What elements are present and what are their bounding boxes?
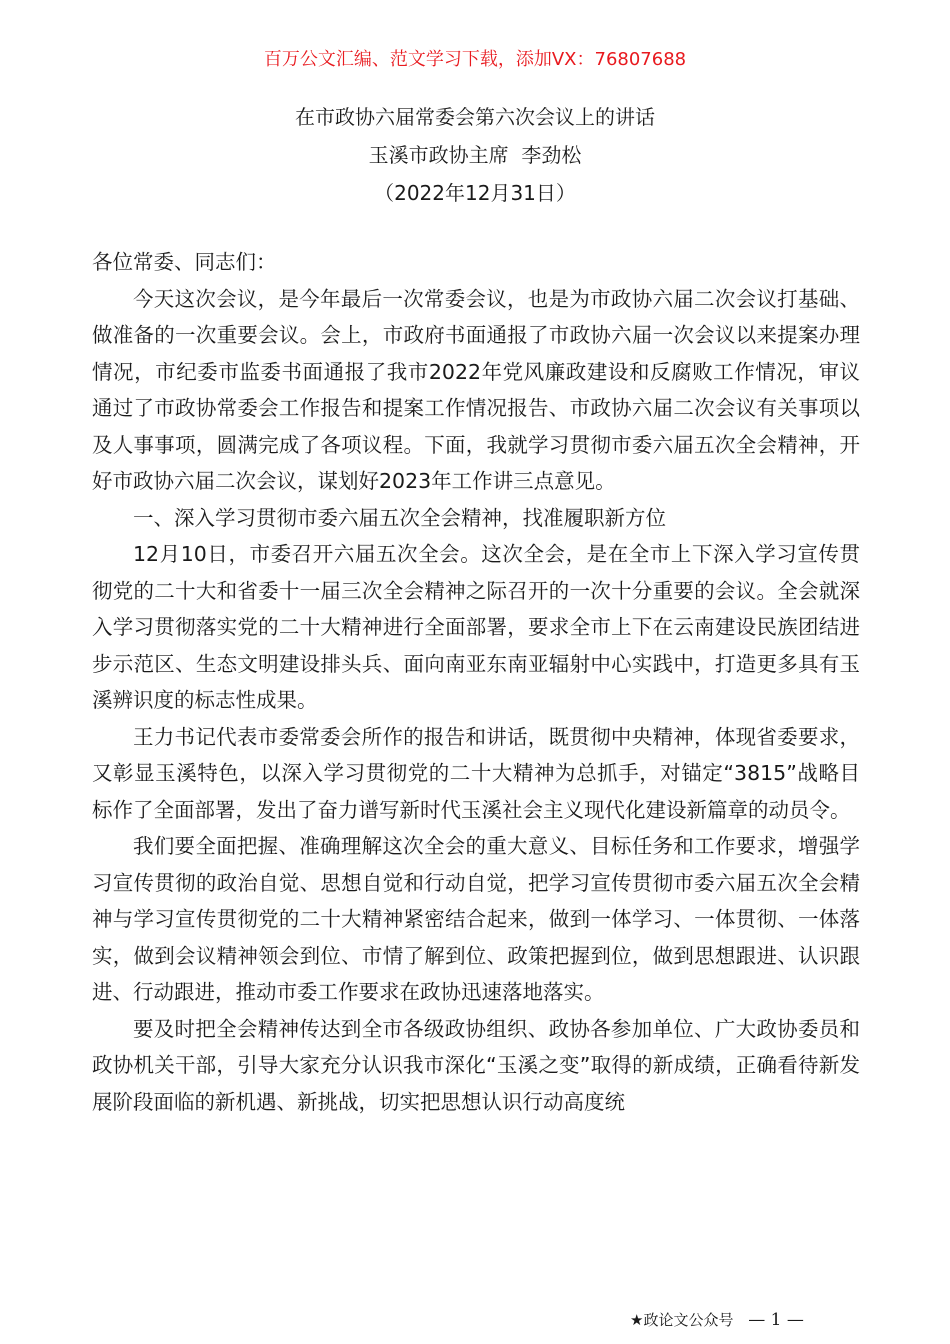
salutation: 各位常委、同志们： <box>92 250 277 274</box>
body-paragraph: 今天这次会议，是今年最后一次常委会议，也是为市政协六届二次会议打基础、做准备的一次重要会议。会上，市政府书面通报了市政协六届一次会议以来提案办理情况，市纪委市监委书面通报了我市2022年党风廉政建设和反腐败工作情况，审议通过了市政协常委会工作报告和提案工作情况报告、市政协六届二次会议有关事项以及人事事项，圆满完成了各项议程。下面，我就学习贯彻市委六届五次全会精神，开好市政协六届二次会议，谋划好2023年工作讲三点意见。 <box>92 286 860 493</box>
document-header <box>0 98 950 212</box>
section-heading: 一、深入学习贯彻市委六届五次全会精神，找准履职新方位 <box>133 505 666 530</box>
body-paragraph: 王力书记代表市委常委会所作的报告和讲话，既贯彻中央精神，体现省委要求，又彰显玉溪特色，以深入学习贯彻党的二十大精神为总抓手，对锚定“3815”战略目标作了全面部署，发出了奋力谱写新时代玉溪社会主义现代化建设新篇章的动员令。 <box>92 724 860 822</box>
body-paragraph: 12月10日，市委召开六届五次全会。这次全会，是在全市上下深入学习宣传贯彻党的二十大和省委十一届三次全会精神之际召开的一次十分重要的会议。全会就深入学习贯彻落实党的二十大精神进行全面部署，要求全市上下在云南建设民族团结进步示范区、生态文明建设排头兵、面向南亚东南亚辐射中心实践中，打造更多具有玉溪辨识度的标志性成果。 <box>92 542 860 712</box>
footer-source: ★政论文公众号 <box>630 1311 734 1329</box>
date-line: （2022年12月31日） <box>374 181 576 205</box>
body-paragraph: 要及时把全会精神传达到全市各级政协组织、政协各参加单位、广大政协委员和政协机关干部，引导大家充分认识我市深化“玉溪之变”取得的新成绩，正确看待新发展阶段面临的新机遇、新挑战，切实把思想认识行动高度统 <box>92 1016 860 1114</box>
speaker-line: 玉溪市政协主席 李劲松 <box>368 143 582 167</box>
document-title: 在市政协六届常委会第六次会议上的讲话 <box>295 105 655 129</box>
page-footer <box>630 1310 804 1330</box>
document-body <box>92 244 860 1120</box>
body-paragraph: 我们要全面把握、准确理解这次全会的重大意义、目标任务和工作要求，增强学习宣传贯彻的政治自觉、思想自觉和行动自觉，把学习宣传贯彻市委六届五次全会精神与学习宣传贯彻党的二十大精神紧密结合起来，做到一体学习、一体贯彻、一体落实，做到会议精神领会到位、市情了解到位、政策把握到位，做到思想跟进、认识跟进、行动跟进，推动市委工作要求在政协迅速落地落实。 <box>92 834 860 1004</box>
page-number: — 1 — <box>748 1310 804 1330</box>
download-banner: 百万公文汇编、范文学习下载，添加VX：76807688 <box>263 49 687 70</box>
